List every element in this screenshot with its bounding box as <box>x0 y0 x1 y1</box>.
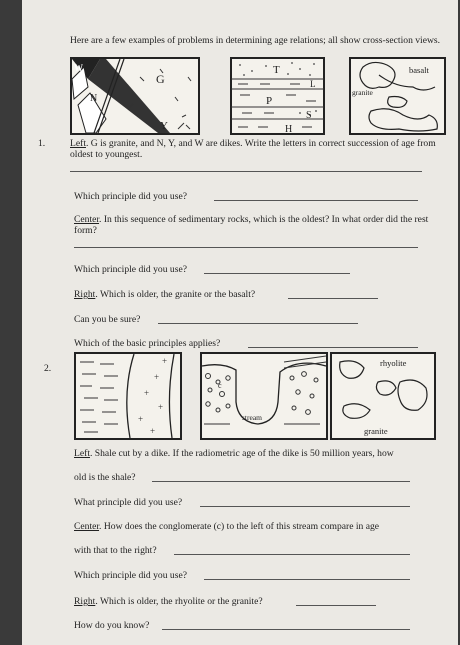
answer-line-1c[interactable] <box>74 247 418 248</box>
answer-line-1b[interactable] <box>214 200 418 201</box>
left-text: . G is granite, and N, Y, and W are dikes. Write the letters in correct succession of age from oldest to youngest. <box>70 138 436 160</box>
p2-right-label: Right <box>74 596 96 607</box>
fig2-left-shale-dike <box>74 352 182 440</box>
fig2-center-conglomerate-stream <box>200 352 328 440</box>
answer-line-2f[interactable] <box>162 629 410 630</box>
question-principle-1b: Which principle did you use? <box>74 264 187 275</box>
fig1-right-basalt-granite <box>349 57 446 135</box>
question-basic-principles: Which of the basic principles applies? <box>74 338 221 349</box>
svg-text:+: + <box>158 402 164 412</box>
fig1-left-granite-dikes <box>70 57 200 135</box>
right-label: Right <box>74 289 96 300</box>
svg-text:+: + <box>154 372 160 382</box>
intro-text: Here are a few examples of problems in determining age relations; all show cross-section views. <box>70 35 441 46</box>
answer-line-2e[interactable] <box>296 605 376 606</box>
p2-question-principle-1: What principle did you use? <box>74 497 183 508</box>
answer-line-2d[interactable] <box>204 579 410 580</box>
fig1-right-label-basalt: basalt <box>409 65 429 75</box>
svg-text:+: + <box>150 426 156 436</box>
answer-line-1d[interactable] <box>204 273 350 274</box>
worksheet-page <box>22 0 458 645</box>
fig1-left-label-n: N <box>90 93 98 104</box>
fig2-right-rhyolite-granite <box>330 352 436 440</box>
p2-question-know: How do you know? <box>74 620 150 631</box>
p2-center-text-2: with that to the right? <box>74 545 157 556</box>
fig2-center-label-stream: stream <box>242 413 262 422</box>
fig2-right-label-granite: granite <box>364 426 388 436</box>
p2-left-text-2: old is the shale? <box>74 472 136 483</box>
fig2-center-label-c: c <box>218 381 222 390</box>
p2-left-label: Left <box>74 448 90 459</box>
answer-line-1e[interactable] <box>288 298 378 299</box>
svg-text:+: + <box>144 388 150 398</box>
fig1-left-label-w: W <box>74 63 83 73</box>
problem-2-center-prompt <box>74 521 379 532</box>
question-sure: Can you be sure? <box>74 314 141 325</box>
answer-line-2a[interactable] <box>152 481 410 482</box>
right-text: . Which is older, the granite or the basalt? <box>95 289 256 300</box>
fig2-right-label-rhyolite: rhyolite <box>380 358 407 368</box>
left-label: Left <box>70 138 86 149</box>
fig1-left-label-y: Y <box>160 120 168 132</box>
problem-2-left-prompt <box>74 448 394 459</box>
svg-text:+: + <box>162 356 168 366</box>
answer-line-1g[interactable] <box>248 347 418 348</box>
p2-center-text-1: . How does the conglomerate (c) to the left of this stream compare in age <box>99 521 380 532</box>
p2-question-principle-2: Which principle did you use? <box>74 570 187 581</box>
problem-1-left-prompt <box>70 138 450 160</box>
p2-center-label: Center <box>74 521 100 532</box>
problem-1-center-prompt <box>74 214 450 236</box>
problem-2-number: 2. <box>44 363 52 374</box>
fig1-center-label-h: H <box>285 124 293 135</box>
fig1-left-label-g: G <box>156 72 165 86</box>
question-principle-1a: Which principle did you use? <box>74 191 187 202</box>
p2-left-text-1: . Shale cut by a dike. If the radiometric age of the dike is 50 million years, how <box>89 448 394 459</box>
fig1-center-label-l: L <box>310 79 316 89</box>
center-label: Center <box>74 214 100 225</box>
fig1-center-label-s: S <box>306 110 312 121</box>
problem-2-right-prompt <box>74 596 263 607</box>
answer-line-1f[interactable] <box>158 323 358 324</box>
fig1-center-label-p: P <box>266 95 273 107</box>
p2-right-text: . Which is older, the rhyolite or the granite? <box>95 596 263 607</box>
fig1-right-label-granite: granite <box>352 88 373 97</box>
answer-line-2b[interactable] <box>200 506 410 507</box>
center-text: . In this sequence of sedimentary rocks, which is the oldest? In what order did the rest form? <box>74 214 429 236</box>
fig1-center-sedimentary-layers <box>230 57 325 135</box>
answer-line-1a[interactable] <box>70 171 422 172</box>
fig1-center-label-t: T <box>273 64 280 76</box>
problem-1-right-prompt <box>74 289 255 300</box>
svg-text:+: + <box>138 414 144 424</box>
problem-1-number: 1. <box>38 138 46 149</box>
answer-line-2c[interactable] <box>174 554 410 555</box>
